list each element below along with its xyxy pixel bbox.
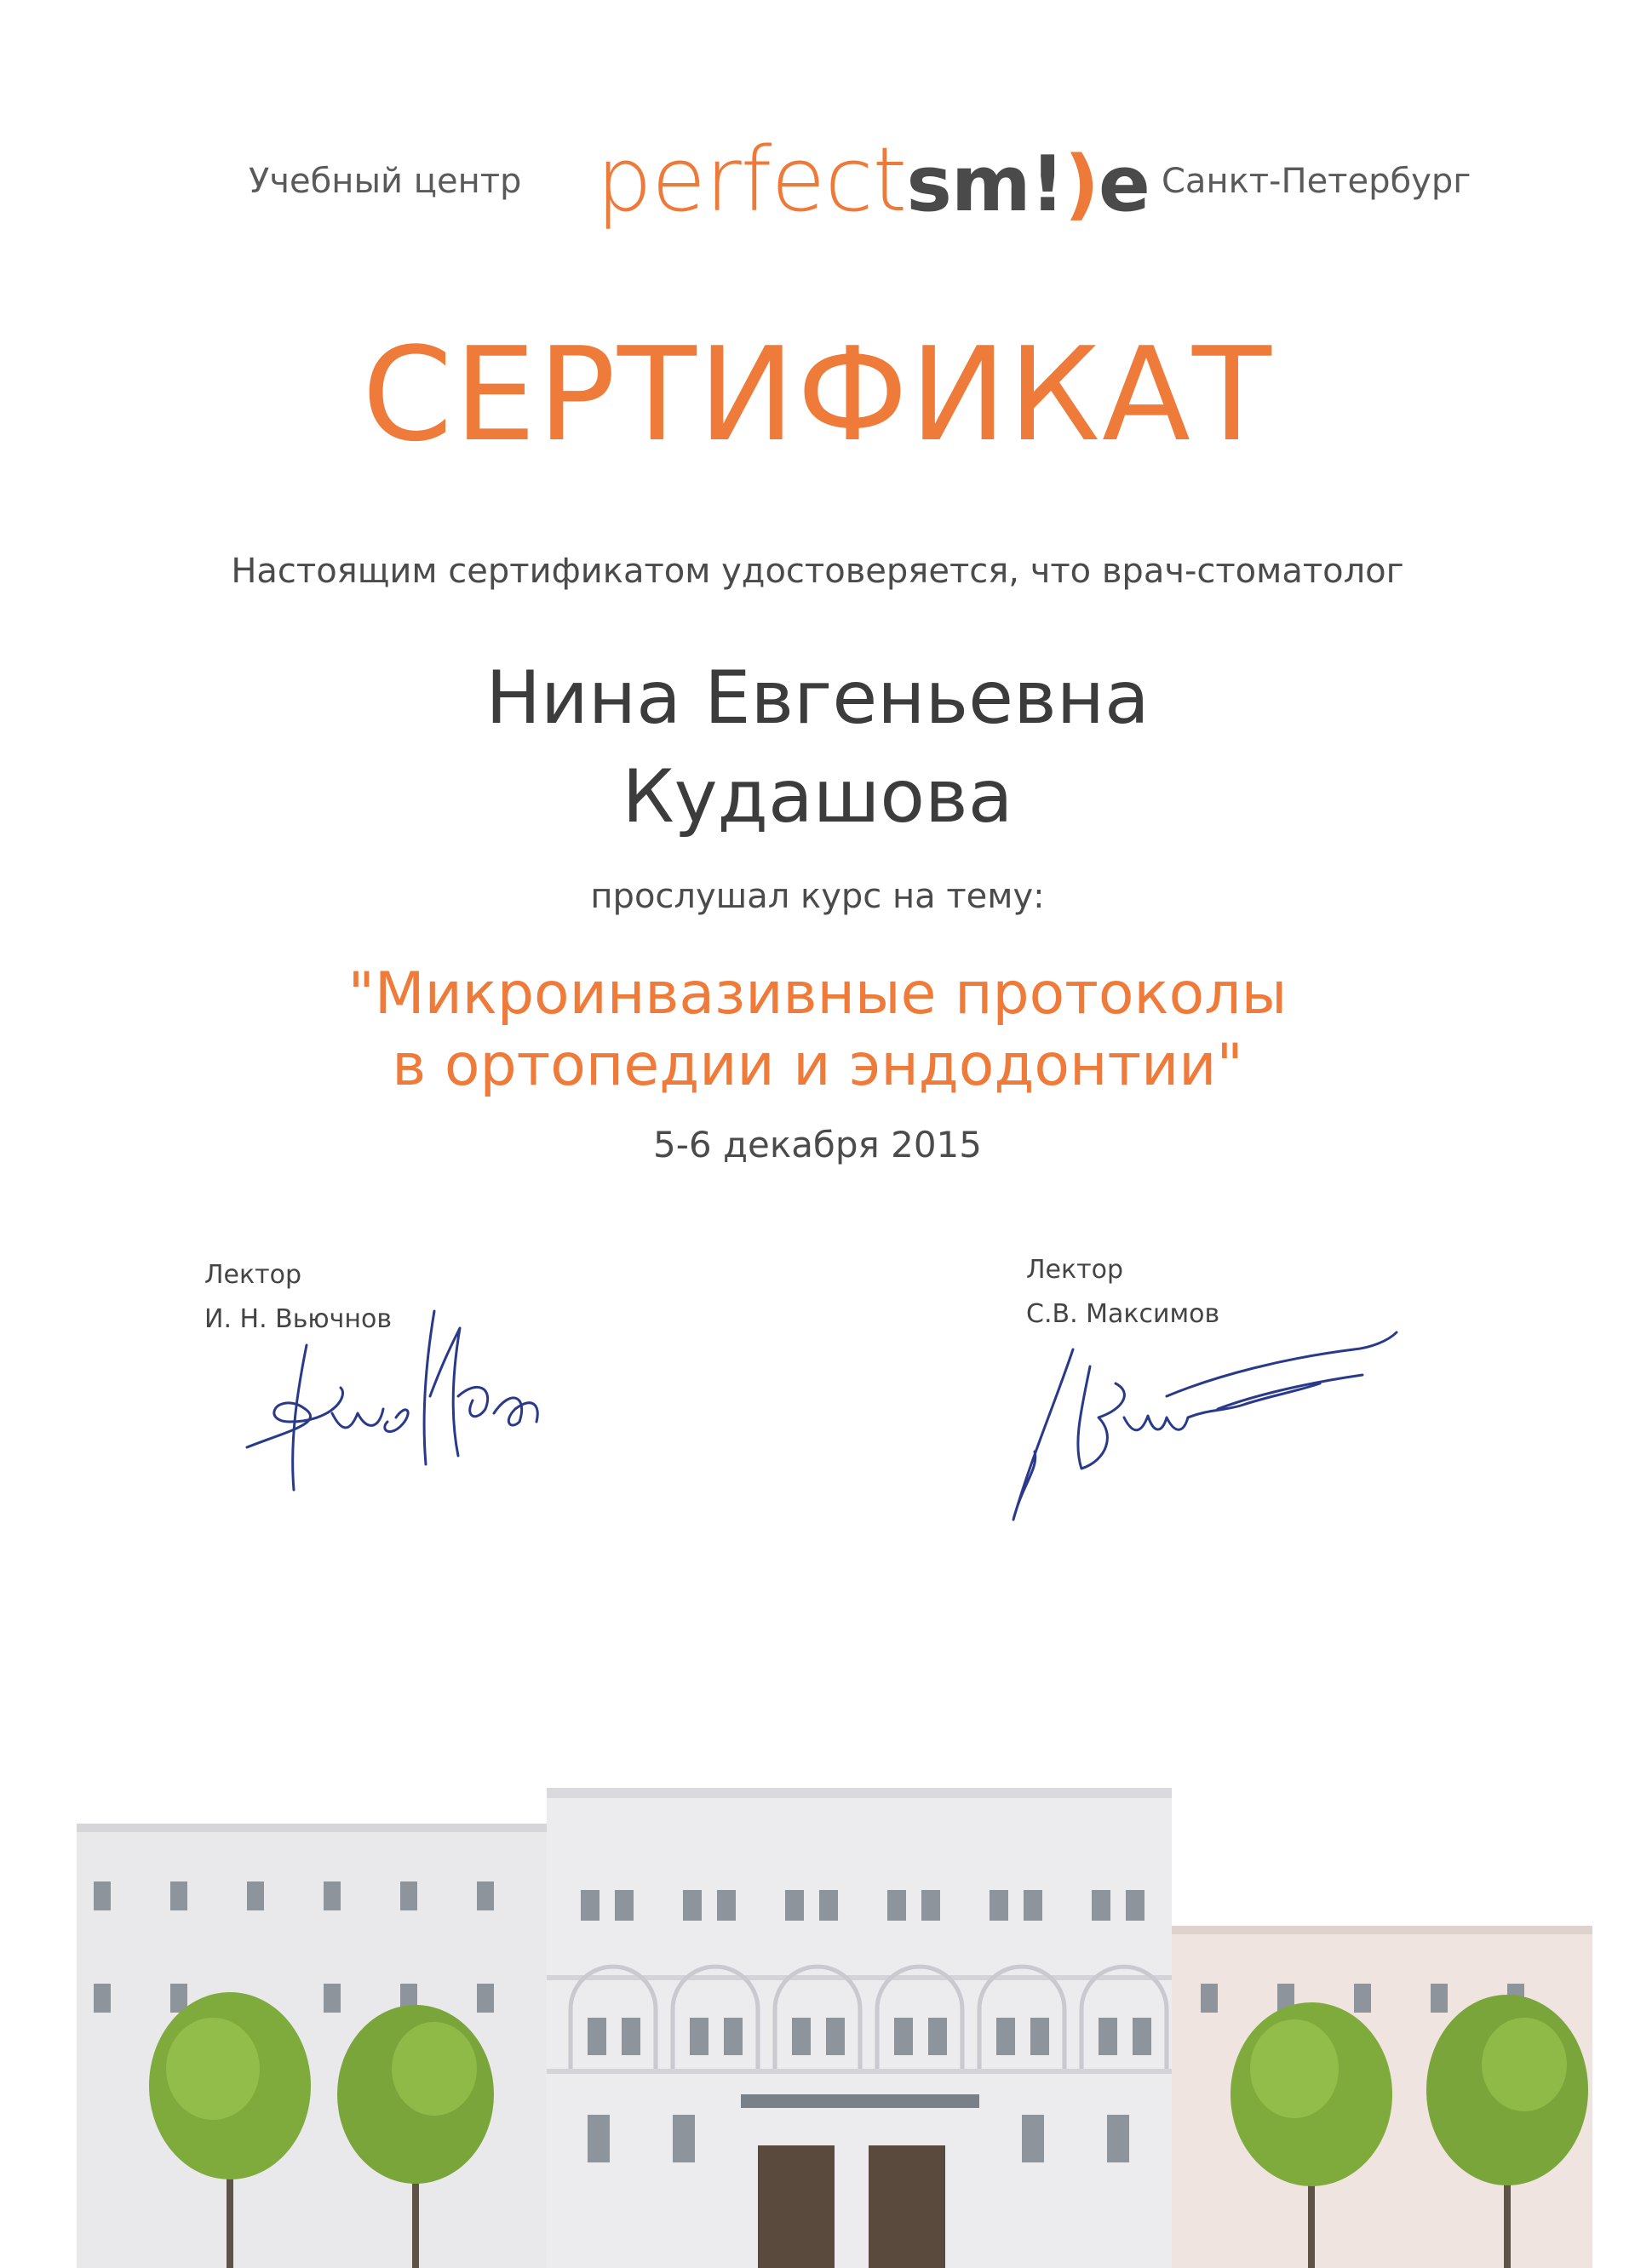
course-intro: прослушал курс на тему: xyxy=(590,877,1045,916)
lecturer-name: С.В. Максимов xyxy=(1026,1299,1220,1329)
city-label: Санкт-Петербург xyxy=(1162,162,1472,201)
building-illustration xyxy=(77,1788,1592,2268)
logo-perfect-part: perfect xyxy=(596,128,907,232)
signature-1-image xyxy=(238,1294,562,1515)
certificate-title: СЕРТИФИКАТ xyxy=(362,319,1273,470)
course-topic-line1: "Микроинвазивные протоколы xyxy=(347,960,1288,1028)
training-center-label: Учебный центр xyxy=(249,162,522,201)
lecturer-role: Лектор xyxy=(204,1260,302,1290)
recipient-name-first: Нина Евгеньевна xyxy=(485,656,1150,741)
lecturer-name: И. Н. Вьючнов xyxy=(204,1304,393,1334)
course-topic-line2: в ортопедии и эндодонтии" xyxy=(392,1032,1243,1099)
certification-statement: Настоящим сертификатом удостоверяется, что врач-стоматолог xyxy=(231,552,1404,591)
signature-2-image xyxy=(996,1315,1405,1537)
course-date: 5-6 декабря 2015 xyxy=(653,1124,982,1166)
logo-smile-part: sm!)e xyxy=(906,140,1150,229)
perfect-smile-logo xyxy=(596,128,1150,230)
recipient-name-last: Кудашова xyxy=(622,754,1013,839)
lecturer-role: Лектор xyxy=(1026,1255,1124,1285)
